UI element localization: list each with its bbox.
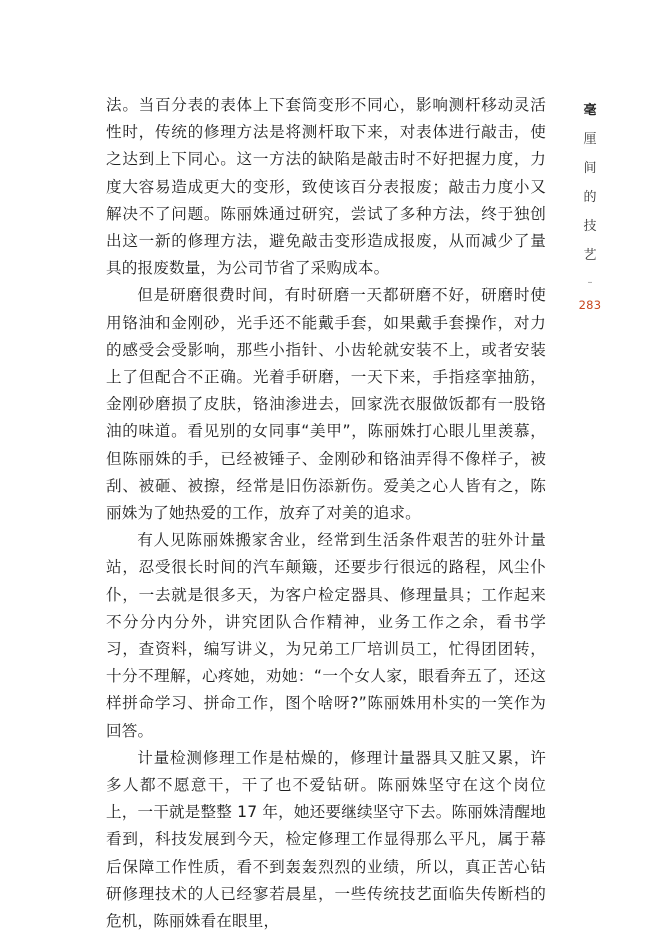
page-number: 283 <box>578 298 602 312</box>
paragraph-4: 计量检测修理工作是枯燥的，修理计量器具又脏又累，许多人都不愿意干，干了也不爱钻研。陈丽姝坚守在这个岗位上，一干就是整整 17 年，她还要继续坚守下去。陈丽姝清醒地看到，科技发展到今天，检定修理工作显得那么平凡，属于幕后保障工作性质，看不到轰轰烈烈的业绩，所以，真正苦心钻研修理技术的人已经寥若晨星，一些传统技艺面临失传断档的危机，陈丽姝看在眼里， <box>106 748 546 931</box>
paragraph-2: 但是研磨很费时间，有时研磨一天都研磨不好，研磨时使用铬油和金刚砂，光手还不能戴手套，如果戴手套操作，对力的感受会受影响，那些小指针、小齿轮就安装不上，或者安装上了但配合不正确。光着手研磨，一天下来，手指痉挛抽筋，金刚砂磨损了皮肤，铬油渗进去，回家洗衣服做饭都有一股铬油的味道。看见别的女同事“美甲”，陈丽姝打心眼儿里羡慕，但陈丽姝的手，已经被锤子、金刚砂和铬油弄得不像样子，被刮、被砸、被擦，经常是旧伤添新伤。爱美之心人皆有之，陈丽姝为了她热爱的工作，放弃了对美的追求。 <box>106 286 546 523</box>
header-char-4: 的 <box>583 190 597 205</box>
running-header <box>578 96 602 312</box>
header-dash: – <box>587 277 593 288</box>
header-char-6: 艺 <box>583 248 597 263</box>
header-char-3: 间 <box>583 161 597 176</box>
body-text <box>106 92 546 935</box>
paragraph-1: 法。当百分表的表体上下套筒变形不同心，影响测杆移动灵活性时，传统的修理方法是将测杆取下来，对表体进行敲击，使之达到上下同心。这一方法的缺陷是敲击时不好把握力度，力度大容易造成更大的变形，致使该百分表报废；敲击力度小又解决不了问题。陈丽姝通过研究，尝试了多种方法，终于独创出这一新的修理方法，避免敲击变形造成报废，从而减少了量具的报废数量，为公司节省了采购成本。 <box>106 96 546 278</box>
header-char-1: 毫 <box>583 103 597 118</box>
header-char-5: 技 <box>583 219 597 234</box>
paragraph-3: 有人见陈丽姝搬家舍业，经常到生活条件艰苦的驻外计量站，忍受很长时间的汽车颠簸，还要步行很远的路程，风尘仆仆，一去就是很多天，为客户检定器具、修理量具；工作起来不分分内分外，讲究团队合作精神，业务工作之余，看书学习，查资料，编写讲义，为兄弟工厂培训员工，忙得团团转，十分不理解，心疼她，劝她：“一个女人家，眼看奔五了，还这样拼命学习、拼命工作，图个啥呀?”陈丽姝用朴实的一笑作为回答。 <box>106 531 546 740</box>
header-char-2: 厘 <box>583 132 597 147</box>
